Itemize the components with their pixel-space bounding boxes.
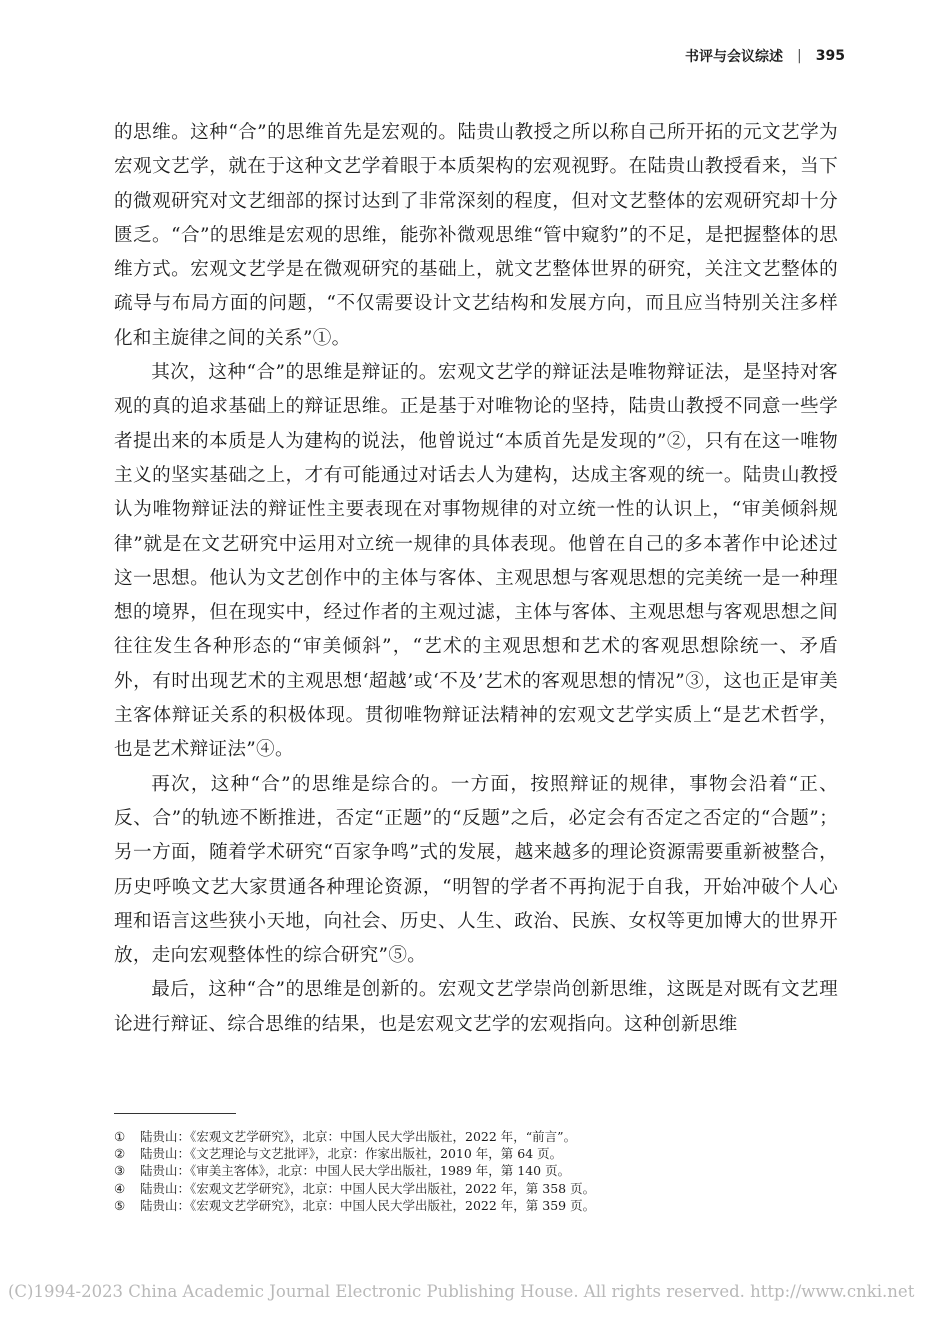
page-number: 395 <box>815 48 845 64</box>
footnote <box>114 1128 838 1145</box>
running-header <box>620 44 845 68</box>
copyright-watermark: (C)1994-2023 China Academic Journal Electronic Publishing House. All rights reserved. http://www.cnki.net <box>8 1282 915 1301</box>
header-separator: | <box>797 48 802 64</box>
footnote-mark: ⑤ <box>114 1197 126 1213</box>
footnote-mark: ④ <box>114 1180 126 1196</box>
footnote-mark: ① <box>114 1129 126 1144</box>
paragraph: 其次，这种“合”的思维是辩证的。宏观文艺学的辩证法是唯物辩证法，是坚持对客观的真的追求基础上的辩证思维。正是基于对唯物论的坚持，陆贵山教授不同意一些学者提出来的本质是人为建构的说法，他曾说过“本质首先是发现的”②，只有在这一唯物主义的坚实基础之上，才有可能通过对话去人为建构，达成主客观的统一。陆贵山教授认为唯物辩证法的辩证性主要表现在对事物规律的对立统一性的认识上，“审美倾斜规律”就是在文艺研究中运用对立统一规律的具体表现。他曾在自己的多本著作中论述过这一思想。他认为文艺创作中的主体与客体、主观思想与客观思想的完美统一是一种理想的境界，但在现实中，经过作者的主观过滤，主体与客体、主观思想与客观思想之间往往发生各种形态的“审美倾斜”，“艺术的主观思想和艺术的客观思想除统一、矛盾外，有时出现艺术的主观思想‘超越’或‘不及’艺术的客观思想的情况”③，这也正是审美主客体辩证关系的积极体现。贯彻唯物辩证法精神的宏观文艺学实质上“是艺术哲学，也是艺术辩证法”④。 <box>114 362 838 761</box>
footnote-mark: ③ <box>114 1163 126 1179</box>
footnote-text: 陆贵山：《宏观文艺学研究》，北京：中国人民大学出版社，2022 年，第 358 页。 <box>140 1180 596 1196</box>
main-text <box>114 116 838 1042</box>
section-title: 书评与会议综述 <box>685 49 784 65</box>
footnote <box>114 1145 838 1162</box>
footnote-divider <box>114 1113 236 1114</box>
footnote-text: 陆贵山：《审美主客体》，北京：中国人民大学出版社，1989 年，第 140 页。 <box>140 1163 571 1179</box>
paragraph: 再次，这种“合”的思维是综合的。一方面，按照辩证的规律，事物会沿着“正、反、合”的轨迹不断推进，否定“正题”的“反题”之后，必定会有否定之否定的“合题”；另一方面，随着学术研究“百家争鸣”式的发展，越来越多的理论资源需要重新被整合，历史呼唤文艺大家贯通各种理论资源，“明智的学者不再拘泥于自我，开始冲破个人心理和语言这些狭小天地，向社会、历史、人生、政治、民族、女权等更加博大的世界开放，走向宏观整体性的综合研究”⑤。 <box>114 773 838 967</box>
footnote-text: 陆贵山：《宏观文艺学研究》，北京：中国人民大学出版社，2022 年，第 359 页。 <box>140 1197 596 1213</box>
footnotes <box>114 1128 838 1214</box>
footnote-mark: ② <box>114 1146 126 1162</box>
paragraph: 最后，这种“合”的思维是创新的。宏观文艺学崇尚创新思维，这既是对既有文艺理论进行辩证、综合思维的结果，也是宏观文艺学的宏观指向。这种创新思维 <box>114 979 838 1035</box>
footnote <box>114 1162 838 1179</box>
footnote <box>114 1180 838 1197</box>
paragraph: 的思维。这种“合”的思维首先是宏观的。陆贵山教授之所以称自己所开拓的元文艺学为宏观文艺学，就在于这种文艺学着眼于本质架构的宏观视野。在陆贵山教授看来，当下的微观研究对文艺细部的探讨达到了非常深刻的程度，但对文艺整体的宏观研究却十分匮乏。“合”的思维是宏观的思维，能弥补微观思维“管中窥豹”的不足，是把握整体的思维方式。宏观文艺学是在微观研究的基础上，就文艺整体世界的研究，关注文艺整体的疏导与布局方面的问题，“不仅需要设计文艺结构和发展方向，而且应当特别关注多样化和主旋律之间的关系”①。 <box>114 122 838 349</box>
footnote-text: 陆贵山：《宏观文艺学研究》，北京：中国人民大学出版社，2022 年，“前言”。 <box>140 1129 577 1144</box>
footnote <box>114 1197 838 1214</box>
footnote-text: 陆贵山：《文艺理论与文艺批评》，北京：作家出版社，2010 年，第 64 页。 <box>140 1146 563 1162</box>
